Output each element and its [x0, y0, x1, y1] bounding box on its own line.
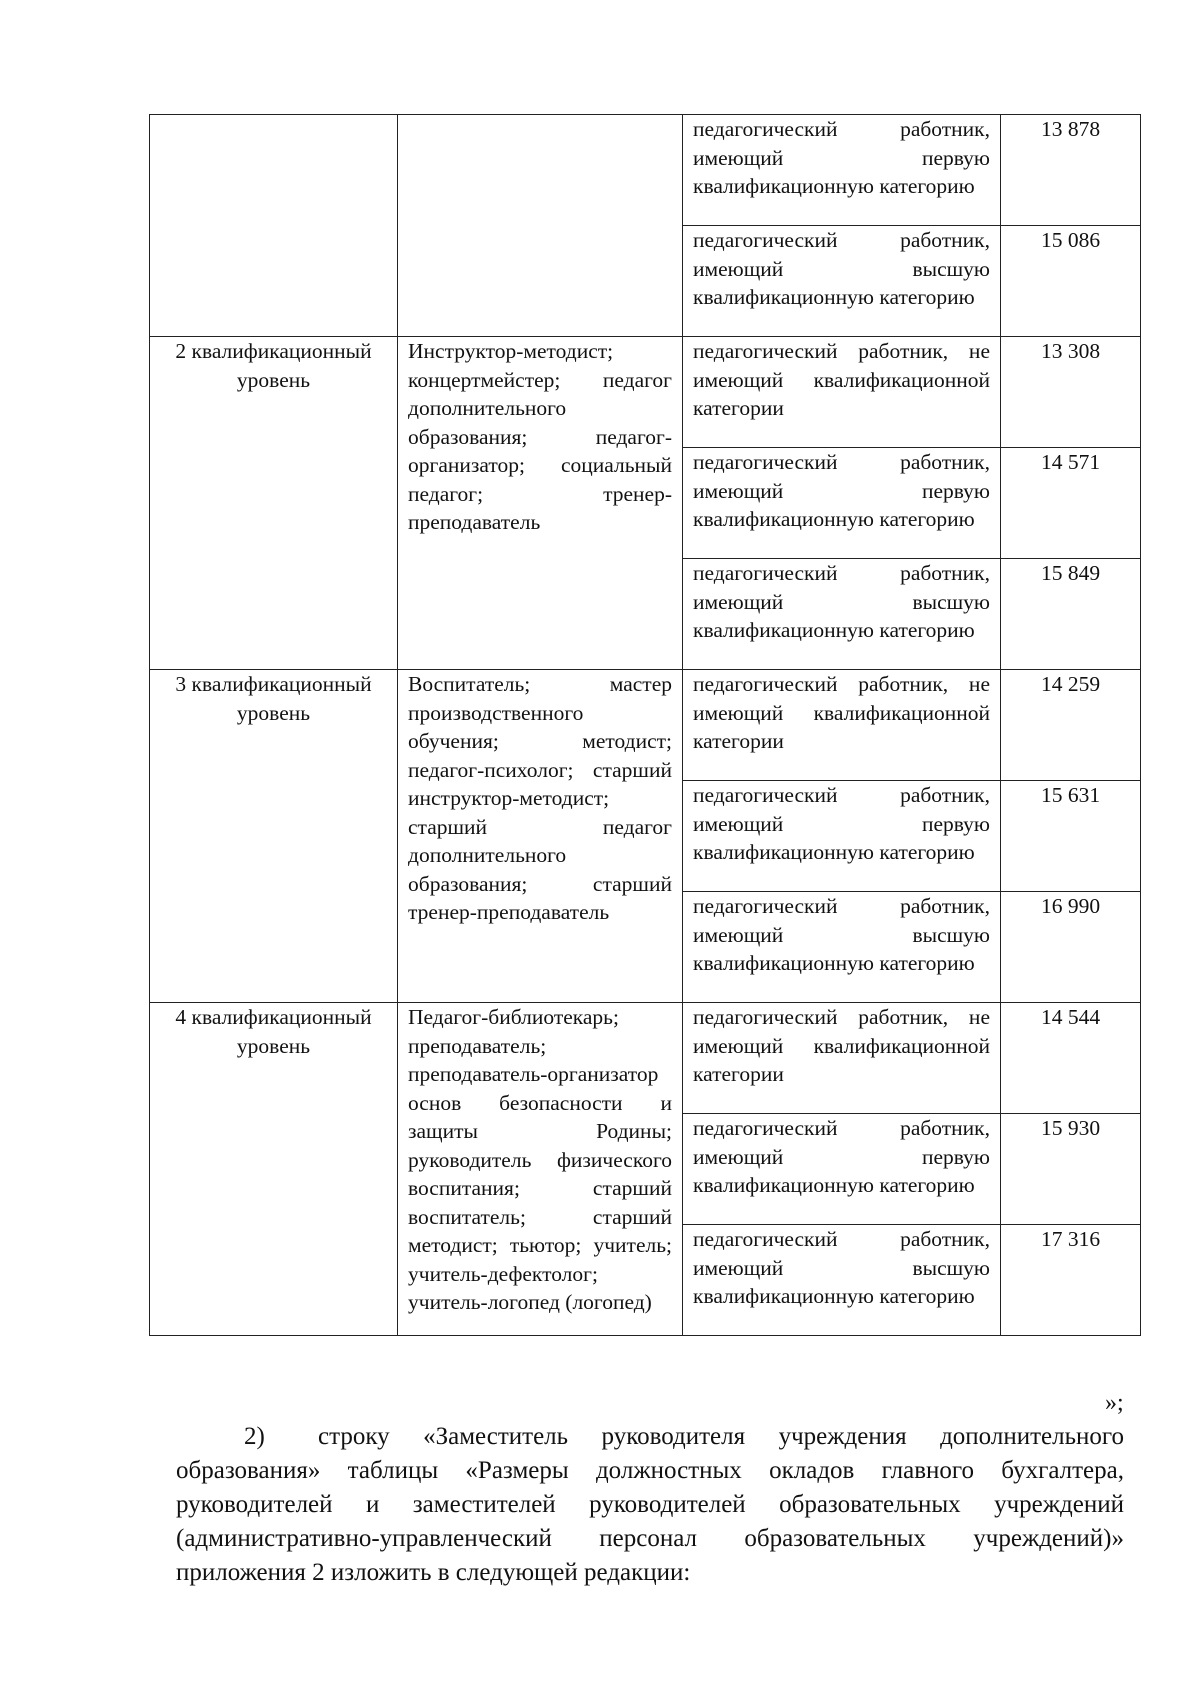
category-cell: педагогический работник, имеющий высшую квалификационную категорию: [683, 892, 1001, 1003]
salary-value: 15 930: [1001, 1114, 1141, 1225]
table-row: [150, 670, 1141, 781]
category-cell: педагогический работник, имеющий первую квалификационную категорию: [683, 115, 1001, 226]
table-row: [150, 1003, 1141, 1114]
qualification-level: 2 квалификационный уровень: [150, 337, 398, 670]
salary-value: 14 544: [1001, 1003, 1141, 1114]
salary-value: 14 259: [1001, 670, 1141, 781]
category-cell: педагогический работник, не имеющий квалификационной категории: [683, 670, 1001, 781]
closing-quote-mark: »;: [1105, 1390, 1124, 1416]
qualification-level: 4 квалификационный уровень: [150, 1003, 398, 1336]
salary-value: 17 316: [1001, 1225, 1141, 1336]
salary-table: [149, 114, 1141, 1336]
positions-list: Педагог-библиотекарь; преподаватель; преподаватель-организатор основ безопасности и защиты Родины; руководитель физического воспитания; старший воспитатель; старший методист; тьютор; учитель; учитель-дефектолог; учитель-логопед (логопед): [398, 1003, 683, 1336]
category-cell: педагогический работник, имеющий высшую квалификационную категорию: [683, 1225, 1001, 1336]
table-row: [150, 115, 1141, 226]
salary-value: 15 086: [1001, 226, 1141, 337]
category-cell: педагогический работник, имеющий высшую квалификационную категорию: [683, 226, 1001, 337]
category-cell: педагогический работник, имеющий высшую квалификационную категорию: [683, 559, 1001, 670]
level-cell-empty: [150, 115, 398, 337]
salary-value: 14 571: [1001, 448, 1141, 559]
positions-list: Воспитатель; мастер производственного обучения; методист; педагог-психолог; старший инструктор-методист; старший педагог дополнительного образования; старший тренер-преподаватель: [398, 670, 683, 1003]
salary-value: 13 878: [1001, 115, 1141, 226]
table-row: [150, 337, 1141, 448]
positions-list: Инструктор-методист; концертмейстер; педагог дополнительного образования; педагог-организатор; социальный педагог; тренер-преподаватель: [398, 337, 683, 670]
category-cell: педагогический работник, не имеющий квалификационной категории: [683, 1003, 1001, 1114]
category-cell: педагогический работник, имеющий первую квалификационную категорию: [683, 1114, 1001, 1225]
salary-value: 16 990: [1001, 892, 1141, 1003]
paragraph-text: строку «Заместитель руководителя учреждения дополнительного образования» таблицы «Размеры должностных окладов главного бухгалтера, руководителей и заместителей руководителей образовательных учреждений (административно-управленческий персонал образовательных учреждений)» приложения 2 изложить в следующей редакции:: [176, 1423, 1124, 1586]
salary-value: 15 631: [1001, 781, 1141, 892]
positions-cell-empty: [398, 115, 683, 337]
category-cell: педагогический работник, не имеющий квалификационной категории: [683, 337, 1001, 448]
category-cell: педагогический работник, имеющий первую квалификационную категорию: [683, 448, 1001, 559]
category-cell: педагогический работник, имеющий первую квалификационную категорию: [683, 781, 1001, 892]
paragraph-number: 2): [244, 1423, 265, 1450]
qualification-level: 3 квалификационный уровень: [150, 670, 398, 1003]
salary-value: 15 849: [1001, 559, 1141, 670]
salary-value: 13 308: [1001, 337, 1141, 448]
body-paragraph: [176, 1420, 1124, 1590]
